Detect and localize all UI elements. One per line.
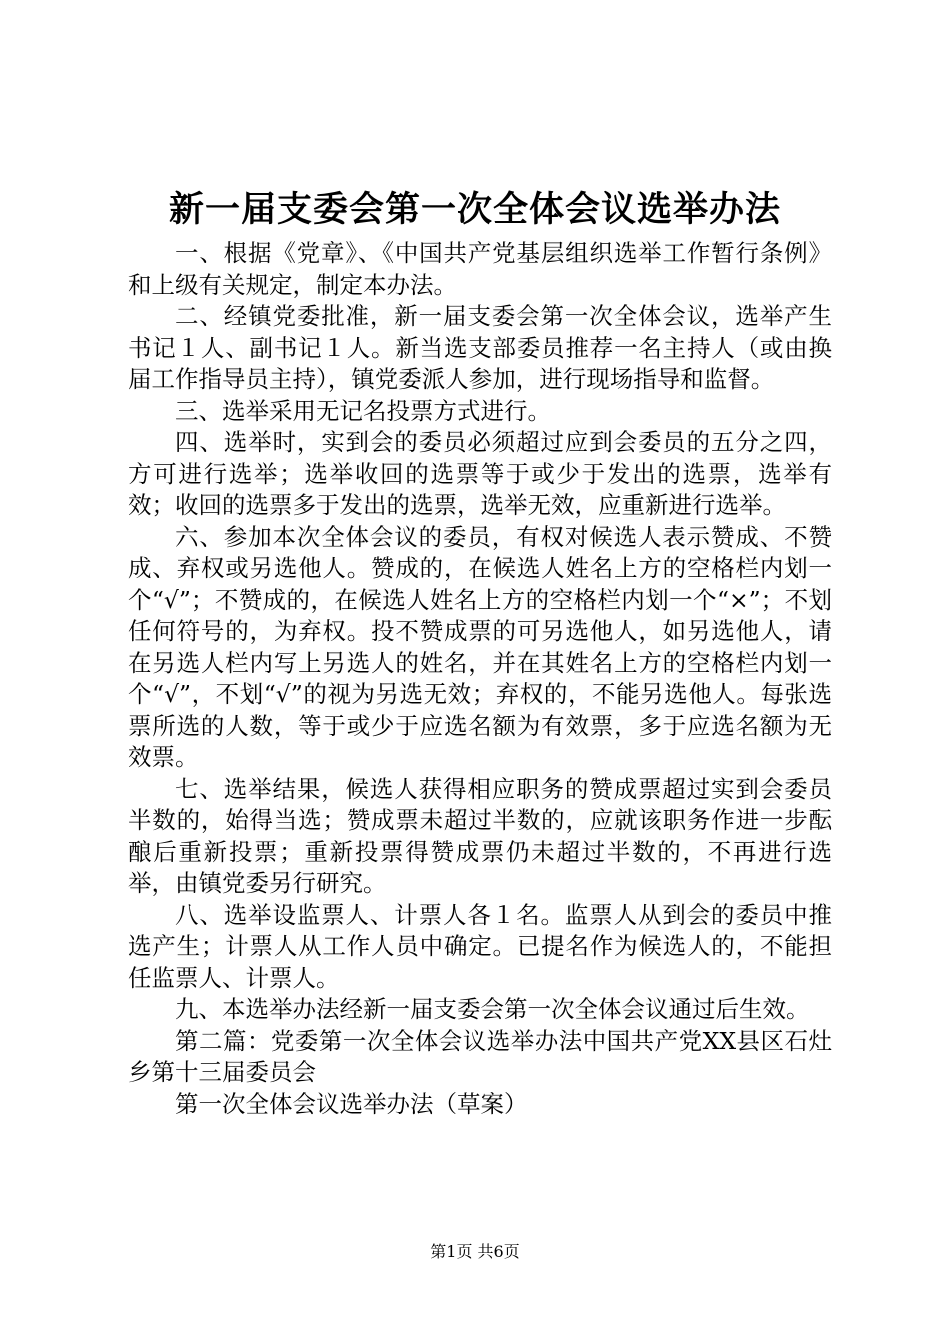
- paragraph-8: 八、选举设监票人、计票人各１名。监票人从到会的委员中推选产生；计票人从工作人员中确定。已提名作为候选人的，不能担任监票人、计票人。: [128, 900, 832, 992]
- page-number: 第1页 共6页: [430, 1242, 520, 1261]
- section-subtitle: 第一次全体会议选举办法（草案）: [175, 1089, 528, 1118]
- section-heading-2: 第二篇：党委第一次全体会议选举办法中国共产党XX县区石灶乡第十三届委员会: [128, 1026, 832, 1086]
- paragraph-3: 三、选举采用无记名投票方式进行。: [175, 396, 551, 425]
- paragraph-4: 四、选举时，实到会的委员必须超过应到会委员的五分之四，方可进行选举；选举收回的选票等于或少于发出的选票，选举有效；收回的选票多于发出的选票，选举无效，应重新进行选举。: [128, 428, 832, 519]
- paragraph-9: 九、本选举办法经新一届支委会第一次全体会议通过后生效。: [175, 995, 810, 1023]
- paragraph-7: 七、选举结果，候选人获得相应职务的赞成票超过实到会委员半数的，始得当选；赞成票未超过半数的，应就该职务作进一步酝酿后重新投票；重新投票得赞成票仍未超过半数的，不再进行选举，由镇党委另行研究。: [128, 774, 832, 897]
- paragraph-6: 六、参加本次全体会议的委员，有权对候选人表示赞成、不赞成、弃权或另选他人。赞成的，在候选人姓名上方的空格栏内划一个“√”；不赞成的，在候选人姓名上方的空格栏内划一个“×”；不划任何符号的，为弃权。投不赞成票的可另选他人，如另选他人，请在另选人栏内写上另选人的姓名，并在其姓名上方的空格栏内划一个“√”，不划“√”的视为另选无效；弃权的，不能另选他人。每张选票所选的人数，等于或少于应选名额为有效票，多于应选名额为无效票。: [128, 522, 832, 771]
- paragraph-1: 一、根据《党章》、《中国共产党基层组织选举工作暂行条例》和上级有关规定，制定本办法。: [128, 239, 832, 299]
- document-title: 新一届支委会第一次全体会议选举办法: [168, 189, 781, 230]
- document-body: [128, 238, 832, 1120]
- paragraph-2: 二、经镇党委批准，新一届支委会第一次全体会议，选举产生书记１人、副书记１人。新当选支部委员推荐一名主持人（或由换届工作指导员主持），镇党委派人参加，进行现场指导和监督。: [128, 302, 832, 393]
